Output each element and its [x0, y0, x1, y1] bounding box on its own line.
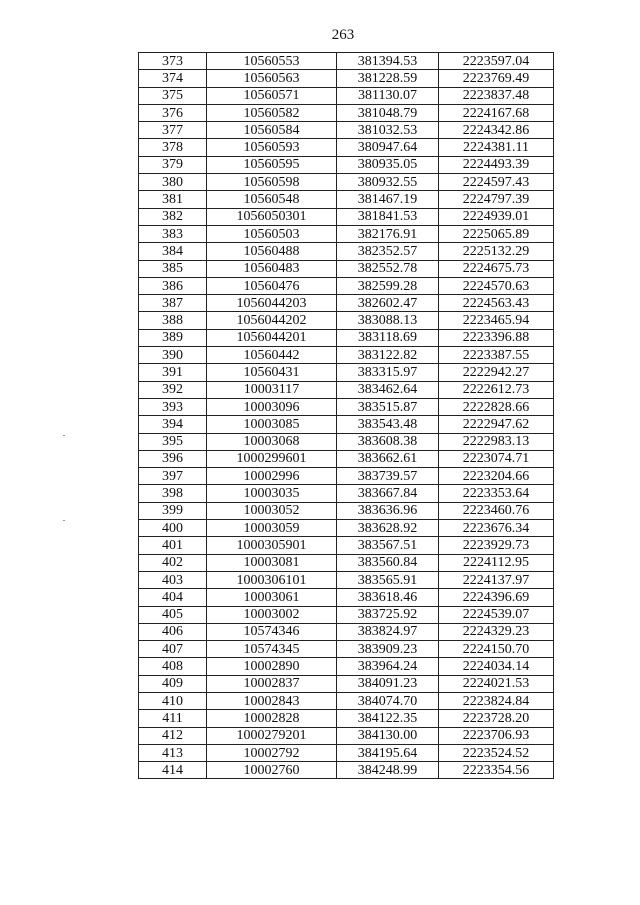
y-coordinate-cell: 2224563.43 — [439, 295, 554, 312]
point-id-cell: 1056044201 — [207, 329, 337, 346]
x-coordinate-cell: 383725.92 — [337, 606, 439, 623]
table-row — [139, 571, 554, 588]
x-coordinate-cell: 381130.07 — [337, 87, 439, 104]
y-coordinate-cell: 2222942.27 — [439, 364, 554, 381]
point-id-cell: 10003061 — [207, 589, 337, 606]
point-number-cell: 394 — [139, 416, 207, 433]
y-coordinate-cell: 2223074.71 — [439, 450, 554, 467]
point-number-cell: 409 — [139, 675, 207, 692]
y-coordinate-cell: 2223929.73 — [439, 537, 554, 554]
point-id-cell: 1056044202 — [207, 312, 337, 329]
point-id-cell: 10560548 — [207, 191, 337, 208]
x-coordinate-cell: 381032.53 — [337, 122, 439, 139]
point-number-cell: 408 — [139, 658, 207, 675]
table-row — [139, 641, 554, 658]
table-body — [139, 53, 554, 779]
y-coordinate-cell: 2223837.48 — [439, 87, 554, 104]
y-coordinate-cell: 2224381.11 — [439, 139, 554, 156]
table-row — [139, 416, 554, 433]
y-coordinate-cell: 2225132.29 — [439, 243, 554, 260]
table-row — [139, 606, 554, 623]
y-coordinate-cell: 2224112.95 — [439, 554, 554, 571]
y-coordinate-cell: 2223824.84 — [439, 692, 554, 709]
point-number-cell: 396 — [139, 450, 207, 467]
point-id-cell: 10560476 — [207, 277, 337, 294]
point-number-cell: 397 — [139, 468, 207, 485]
y-coordinate-cell: 2222983.13 — [439, 433, 554, 450]
point-id-cell: 10560431 — [207, 364, 337, 381]
point-id-cell: 10003035 — [207, 485, 337, 502]
x-coordinate-cell: 382352.57 — [337, 243, 439, 260]
y-coordinate-cell: 2224493.39 — [439, 156, 554, 173]
table-row — [139, 520, 554, 537]
table-row — [139, 433, 554, 450]
x-coordinate-cell: 382599.28 — [337, 277, 439, 294]
table-row — [139, 762, 554, 779]
table-row — [139, 329, 554, 346]
point-number-cell: 375 — [139, 87, 207, 104]
point-number-cell: 380 — [139, 174, 207, 191]
x-coordinate-cell: 380947.64 — [337, 139, 439, 156]
table-row — [139, 398, 554, 415]
point-id-cell: 10002828 — [207, 710, 337, 727]
x-coordinate-cell: 383315.97 — [337, 364, 439, 381]
point-number-cell: 410 — [139, 692, 207, 709]
point-id-cell: 10560442 — [207, 347, 337, 364]
point-id-cell: 10560488 — [207, 243, 337, 260]
table-row — [139, 174, 554, 191]
y-coordinate-cell: 2223354.56 — [439, 762, 554, 779]
point-id-cell: 10560582 — [207, 104, 337, 121]
y-coordinate-cell: 2223597.04 — [439, 53, 554, 70]
table-row — [139, 710, 554, 727]
point-id-cell: 1000279201 — [207, 727, 337, 744]
point-number-cell: 387 — [139, 295, 207, 312]
y-coordinate-cell: 2223204.66 — [439, 468, 554, 485]
x-coordinate-cell: 384195.64 — [337, 744, 439, 761]
x-coordinate-cell: 382602.47 — [337, 295, 439, 312]
y-coordinate-cell: 2224021.53 — [439, 675, 554, 692]
table-row — [139, 208, 554, 225]
point-number-cell: 399 — [139, 502, 207, 519]
table-row — [139, 156, 554, 173]
x-coordinate-cell: 383122.82 — [337, 347, 439, 364]
table-row — [139, 295, 554, 312]
point-id-cell: 10003117 — [207, 381, 337, 398]
point-number-cell: 412 — [139, 727, 207, 744]
y-coordinate-cell: 2223353.64 — [439, 485, 554, 502]
point-id-cell: 10002996 — [207, 468, 337, 485]
y-coordinate-cell: 2223728.20 — [439, 710, 554, 727]
table-row — [139, 139, 554, 156]
point-number-cell: 413 — [139, 744, 207, 761]
point-id-cell: 10560584 — [207, 122, 337, 139]
point-id-cell: 10003059 — [207, 520, 337, 537]
point-id-cell: 10002843 — [207, 692, 337, 709]
x-coordinate-cell: 383618.46 — [337, 589, 439, 606]
point-number-cell: 403 — [139, 571, 207, 588]
x-coordinate-cell: 383515.87 — [337, 398, 439, 415]
point-number-cell: 401 — [139, 537, 207, 554]
x-coordinate-cell: 383118.69 — [337, 329, 439, 346]
y-coordinate-cell: 2224675.73 — [439, 260, 554, 277]
table-row — [139, 364, 554, 381]
table-row — [139, 312, 554, 329]
point-number-cell: 390 — [139, 347, 207, 364]
point-id-cell: 10560598 — [207, 174, 337, 191]
y-coordinate-cell: 2224396.69 — [439, 589, 554, 606]
y-coordinate-cell: 2224150.70 — [439, 641, 554, 658]
point-number-cell: 378 — [139, 139, 207, 156]
scan-speck — [63, 520, 65, 521]
table-row — [139, 70, 554, 87]
x-coordinate-cell: 383608.38 — [337, 433, 439, 450]
point-id-cell: 10560571 — [207, 87, 337, 104]
point-number-cell: 385 — [139, 260, 207, 277]
y-coordinate-cell: 2224597.43 — [439, 174, 554, 191]
table-row — [139, 485, 554, 502]
y-coordinate-cell: 2225065.89 — [439, 225, 554, 242]
point-number-cell: 400 — [139, 520, 207, 537]
point-number-cell: 389 — [139, 329, 207, 346]
point-id-cell: 10560593 — [207, 139, 337, 156]
point-number-cell: 381 — [139, 191, 207, 208]
point-number-cell: 382 — [139, 208, 207, 225]
y-coordinate-cell: 2222947.62 — [439, 416, 554, 433]
x-coordinate-cell: 383824.97 — [337, 623, 439, 640]
x-coordinate-cell: 383565.91 — [337, 571, 439, 588]
table-row — [139, 658, 554, 675]
x-coordinate-cell: 381841.53 — [337, 208, 439, 225]
point-id-cell: 10002890 — [207, 658, 337, 675]
y-coordinate-cell: 2223524.52 — [439, 744, 554, 761]
point-number-cell: 395 — [139, 433, 207, 450]
x-coordinate-cell: 384130.00 — [337, 727, 439, 744]
table-row — [139, 122, 554, 139]
y-coordinate-cell: 2223769.49 — [439, 70, 554, 87]
point-id-cell: 10002837 — [207, 675, 337, 692]
y-coordinate-cell: 2223706.93 — [439, 727, 554, 744]
x-coordinate-cell: 383462.64 — [337, 381, 439, 398]
point-number-cell: 374 — [139, 70, 207, 87]
point-id-cell: 1056050301 — [207, 208, 337, 225]
x-coordinate-cell: 382176.91 — [337, 225, 439, 242]
point-number-cell: 386 — [139, 277, 207, 294]
point-number-cell: 377 — [139, 122, 207, 139]
table-row — [139, 692, 554, 709]
y-coordinate-cell: 2222612.73 — [439, 381, 554, 398]
table-row — [139, 104, 554, 121]
x-coordinate-cell: 380932.55 — [337, 174, 439, 191]
x-coordinate-cell: 383636.96 — [337, 502, 439, 519]
table-row — [139, 243, 554, 260]
point-id-cell: 10003068 — [207, 433, 337, 450]
y-coordinate-cell: 2224329.23 — [439, 623, 554, 640]
point-number-cell: 404 — [139, 589, 207, 606]
y-coordinate-cell: 2223387.55 — [439, 347, 554, 364]
point-number-cell: 376 — [139, 104, 207, 121]
point-id-cell: 1000306101 — [207, 571, 337, 588]
x-coordinate-cell: 381467.19 — [337, 191, 439, 208]
point-number-cell: 411 — [139, 710, 207, 727]
point-number-cell: 406 — [139, 623, 207, 640]
table-row — [139, 191, 554, 208]
point-id-cell: 10003096 — [207, 398, 337, 415]
y-coordinate-cell: 2222828.66 — [439, 398, 554, 415]
point-id-cell: 10560595 — [207, 156, 337, 173]
y-coordinate-cell: 2223460.76 — [439, 502, 554, 519]
y-coordinate-cell: 2223676.34 — [439, 520, 554, 537]
point-id-cell: 1000299601 — [207, 450, 337, 467]
x-coordinate-cell: 383567.51 — [337, 537, 439, 554]
y-coordinate-cell: 2224939.01 — [439, 208, 554, 225]
table-row — [139, 225, 554, 242]
y-coordinate-cell: 2224137.97 — [439, 571, 554, 588]
point-id-cell: 10560563 — [207, 70, 337, 87]
table-row — [139, 468, 554, 485]
point-id-cell: 10003081 — [207, 554, 337, 571]
point-id-cell: 10003002 — [207, 606, 337, 623]
point-id-cell: 10002792 — [207, 744, 337, 761]
point-id-cell: 10002760 — [207, 762, 337, 779]
x-coordinate-cell: 384091.23 — [337, 675, 439, 692]
table-row — [139, 502, 554, 519]
point-number-cell: 384 — [139, 243, 207, 260]
point-number-cell: 414 — [139, 762, 207, 779]
x-coordinate-cell: 383739.57 — [337, 468, 439, 485]
point-id-cell: 1056044203 — [207, 295, 337, 312]
y-coordinate-cell: 2224342.86 — [439, 122, 554, 139]
x-coordinate-cell: 384122.35 — [337, 710, 439, 727]
x-coordinate-cell: 381394.53 — [337, 53, 439, 70]
point-number-cell: 373 — [139, 53, 207, 70]
y-coordinate-cell: 2224167.68 — [439, 104, 554, 121]
point-id-cell: 10560553 — [207, 53, 337, 70]
x-coordinate-cell: 383662.61 — [337, 450, 439, 467]
table-row — [139, 744, 554, 761]
table-row — [139, 260, 554, 277]
table-row — [139, 537, 554, 554]
x-coordinate-cell: 382552.78 — [337, 260, 439, 277]
x-coordinate-cell: 380935.05 — [337, 156, 439, 173]
x-coordinate-cell: 383667.84 — [337, 485, 439, 502]
table-row — [139, 53, 554, 70]
point-id-cell: 1000305901 — [207, 537, 337, 554]
table-row — [139, 381, 554, 398]
point-id-cell: 10560503 — [207, 225, 337, 242]
x-coordinate-cell: 383909.23 — [337, 641, 439, 658]
y-coordinate-cell: 2224539.07 — [439, 606, 554, 623]
x-coordinate-cell: 383543.48 — [337, 416, 439, 433]
x-coordinate-cell: 384248.99 — [337, 762, 439, 779]
point-id-cell: 10003085 — [207, 416, 337, 433]
point-number-cell: 391 — [139, 364, 207, 381]
point-id-cell: 10574346 — [207, 623, 337, 640]
table-row — [139, 347, 554, 364]
coordinates-table — [138, 52, 554, 779]
table-row — [139, 450, 554, 467]
table-row — [139, 623, 554, 640]
x-coordinate-cell: 381048.79 — [337, 104, 439, 121]
table-row — [139, 675, 554, 692]
y-coordinate-cell: 2224034.14 — [439, 658, 554, 675]
table-row — [139, 554, 554, 571]
scan-speck — [63, 435, 65, 436]
point-number-cell: 379 — [139, 156, 207, 173]
point-number-cell: 402 — [139, 554, 207, 571]
table-row — [139, 87, 554, 104]
x-coordinate-cell: 383628.92 — [337, 520, 439, 537]
table-row — [139, 727, 554, 744]
x-coordinate-cell: 383560.84 — [337, 554, 439, 571]
y-coordinate-cell: 2223465.94 — [439, 312, 554, 329]
y-coordinate-cell: 2224797.39 — [439, 191, 554, 208]
point-number-cell: 392 — [139, 381, 207, 398]
point-id-cell: 10003052 — [207, 502, 337, 519]
point-number-cell: 405 — [139, 606, 207, 623]
x-coordinate-cell: 384074.70 — [337, 692, 439, 709]
table-row — [139, 589, 554, 606]
point-number-cell: 393 — [139, 398, 207, 415]
point-id-cell: 10560483 — [207, 260, 337, 277]
y-coordinate-cell: 2224570.63 — [439, 277, 554, 294]
x-coordinate-cell: 383088.13 — [337, 312, 439, 329]
page-number: 263 — [331, 27, 355, 43]
x-coordinate-cell: 383964.24 — [337, 658, 439, 675]
point-number-cell: 398 — [139, 485, 207, 502]
table-row — [139, 277, 554, 294]
point-number-cell: 407 — [139, 641, 207, 658]
point-id-cell: 10574345 — [207, 641, 337, 658]
y-coordinate-cell: 2223396.88 — [439, 329, 554, 346]
point-number-cell: 383 — [139, 225, 207, 242]
point-number-cell: 388 — [139, 312, 207, 329]
x-coordinate-cell: 381228.59 — [337, 70, 439, 87]
